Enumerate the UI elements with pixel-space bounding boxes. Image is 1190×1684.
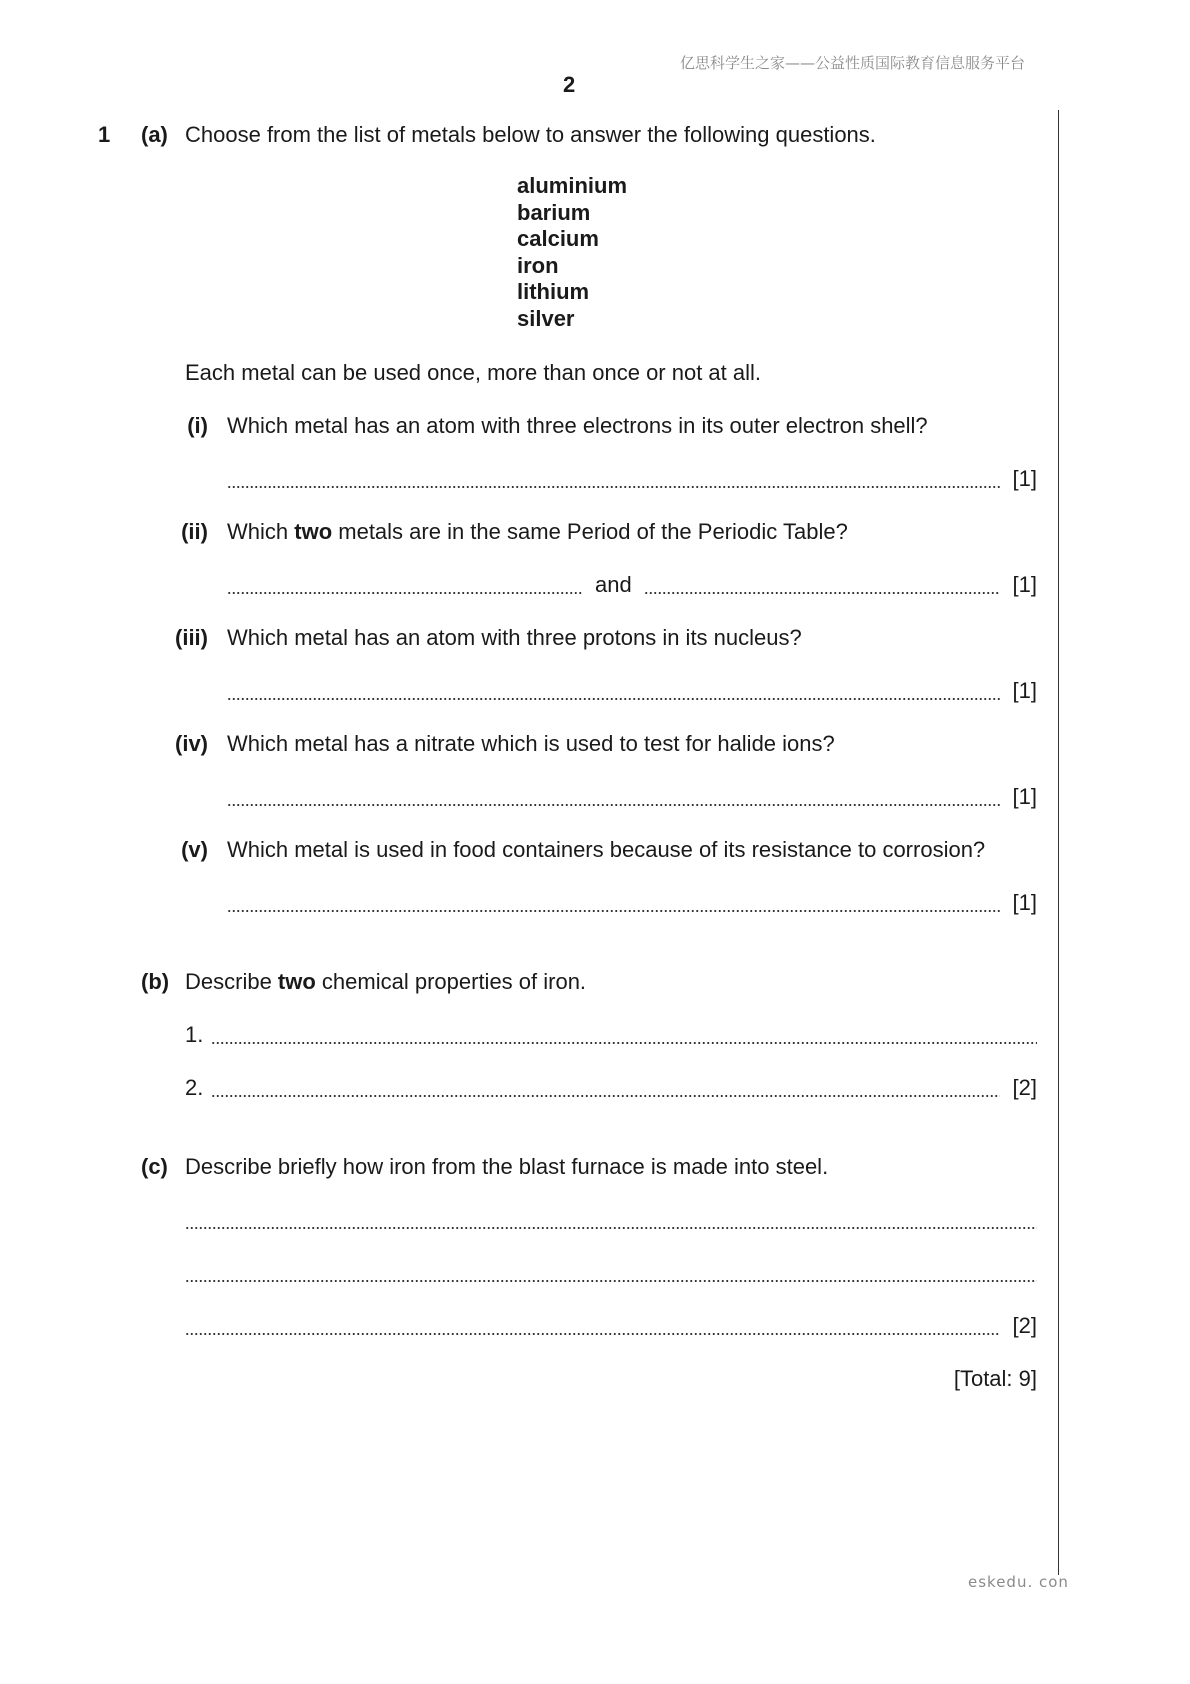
mark-allocation: [1] [1012,890,1037,915]
answer-line-iii[interactable] [227,678,1037,704]
part-c-question: Describe briefly how iron from the blast furnace is made into steel. [185,1154,829,1179]
answer-line-ii[interactable] [227,572,1037,598]
subquestion-text: Which metal has an atom with three protons in its nucleus? [227,625,802,650]
answer-dots [185,1279,1037,1283]
line-number: 2. [185,1075,204,1100]
text-segment: Describe [185,969,278,994]
answer-line-c2[interactable] [185,1260,1037,1286]
answer-dots [227,485,1000,489]
text-segment: Which [227,519,295,544]
metal-item: barium [517,199,591,225]
header-watermark: 亿思科学生之家——公益性质国际教育信息服务平台 [680,54,1026,72]
answer-line-b2[interactable] [185,1075,1037,1101]
subquestion-text: Which metal is used in food containers because of its resistance to corrosion? [227,837,986,862]
text-emphasis: two [277,969,316,994]
answer-dots [185,1332,1000,1336]
margin-rule [1058,110,1059,1575]
part-a-label: (a) [141,122,168,147]
part-c-label: (c) [141,1154,168,1179]
answer-dots [211,1094,1000,1098]
answer-dots [227,591,583,595]
subquestion-text: Which metal has a nitrate which is used to test for halide ions? [227,731,835,756]
subquestion-label: (i) [187,413,208,438]
subquestion-label: (iii) [175,625,208,650]
usage-note: Each metal can be used once, more than once or not at all. [185,360,762,385]
answer-line-c1[interactable] [185,1207,1037,1233]
metal-item: iron [517,252,559,278]
part-a-instruction: Choose from the list of metals below to answer the following questions. [185,122,876,147]
subquestion-label: (v) [181,837,208,862]
mark-allocation: [1] [1012,678,1037,703]
subquestion-text [227,519,848,545]
text-segment: chemical properties of iron. [315,969,587,994]
part-b-question [185,969,586,995]
subquestion-label: (iv) [175,731,208,756]
answer-dots [644,591,1000,595]
page-number: 2 [563,72,576,97]
mark-allocation: [1] [1012,784,1037,809]
mark-allocation: [2] [1012,1075,1037,1100]
metal-item: silver [517,305,575,331]
footer-site: eskedu. con [968,1573,1069,1591]
answer-dots [227,909,1000,913]
mark-allocation: [1] [1012,572,1037,597]
question-number: 1 [98,122,111,147]
subquestion-label: (ii) [181,519,208,544]
answer-dots [211,1041,1037,1045]
line-number: 1. [185,1022,204,1047]
mark-allocation: [1] [1012,466,1037,491]
answer-line-i[interactable] [227,466,1037,492]
answer-dots [185,1226,1037,1230]
subquestion-text: Which metal has an atom with three electrons in its outer electron shell? [227,413,928,438]
total-marks: [Total: 9] [953,1366,1037,1391]
answer-line-v[interactable] [227,890,1037,916]
text-emphasis: two [294,519,333,544]
metal-item: lithium [517,279,590,304]
metal-item: calcium [517,226,599,251]
answer-line-iv[interactable] [227,784,1037,810]
text-segment: metals are in the same Period of the Periodic Table? [332,519,848,544]
metal-list [517,173,627,332]
metal-item: aluminium [517,173,628,198]
answer-line-b1[interactable] [185,1022,1037,1048]
answer-dots [227,803,1000,807]
part-b-label: (b) [141,969,170,994]
answer-line-c3[interactable] [185,1313,1037,1339]
mark-allocation: [2] [1012,1313,1037,1338]
answer-dots [227,697,1000,701]
and-connector: and [595,572,632,597]
